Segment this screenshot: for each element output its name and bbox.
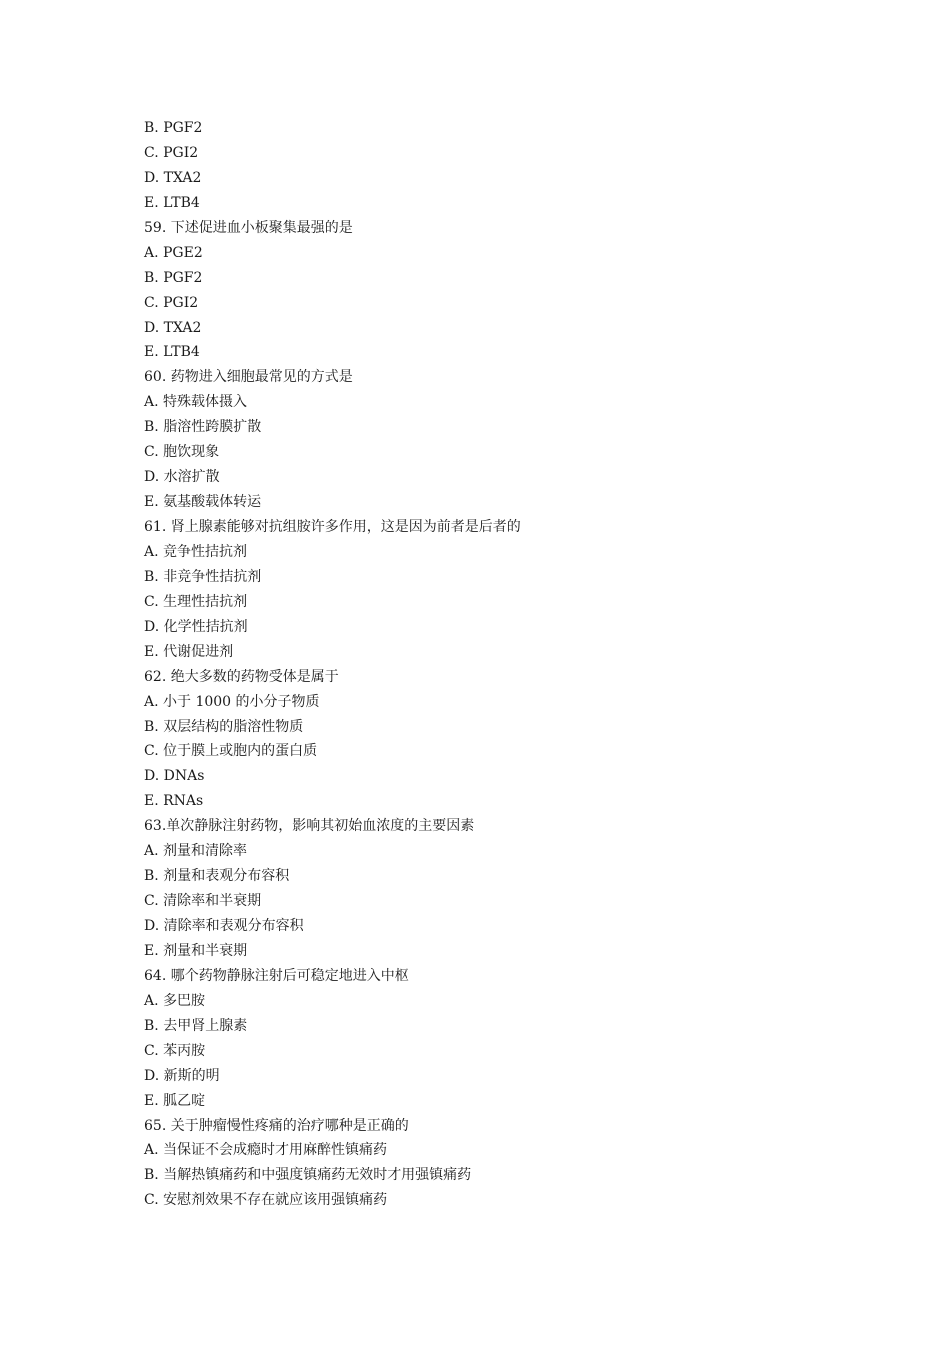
answer-option: C. PGI2 [144, 294, 199, 311]
answer-option: E. 氨基酸载体转运 [144, 494, 262, 511]
answer-option: C. 生理性拮抗剂 [144, 593, 248, 610]
answer-option: D. 清除率和表观分布容积 [144, 918, 304, 934]
question-stem: 61. 肾上腺素能够对抗组胺许多作用，这是因为前者是后者的 [144, 519, 521, 535]
answer-option: D. 新斯的明 [144, 1067, 220, 1084]
answer-option: E. RNAs [144, 793, 204, 810]
answer-option: B. 非竞争性拮抗剂 [144, 568, 262, 585]
question-stem: 62. 绝大多数的药物受体是属于 [144, 668, 339, 685]
answer-option: A. 特殊载体摄入 [144, 394, 248, 411]
answer-option: D. DNAs [144, 768, 205, 785]
answer-option: A. 竞争性拮抗剂 [144, 543, 248, 560]
answer-option: D. 水溶扩散 [144, 469, 220, 486]
answer-option: C. 安慰剂效果不存在就应该用强镇痛药 [144, 1192, 388, 1209]
answer-option: B. 剂量和表观分布容积 [144, 868, 290, 885]
answer-option: E. LTB4 [144, 194, 200, 211]
answer-option: A. PGE2 [144, 244, 203, 261]
answer-option: C. 位于膜上或胞内的蛋白质 [144, 743, 318, 760]
answer-option: B. PGF2 [144, 120, 203, 136]
answer-option: A. 当保证不会成瘾时才用麻醉性镇痛药 [144, 1142, 388, 1159]
answer-option: B. 脂溶性跨膜扩散 [144, 419, 262, 436]
answer-option: C. 苯丙胺 [144, 1042, 206, 1059]
answer-option: A. 小于 1000 的小分子物质 [144, 693, 320, 710]
question-stem: 65. 关于肿瘤慢性疼痛的治疗哪种是正确的 [144, 1117, 409, 1134]
question-stem: 64. 哪个药物静脉注射后可稳定地进入中枢 [144, 967, 409, 984]
question-stem: 63.单次静脉注射药物，影响其初始血浓度的主要因素 [144, 818, 475, 835]
answer-option: C. 胞饮现象 [144, 444, 220, 461]
answer-option: A. 剂量和清除率 [144, 843, 248, 860]
answer-option: B. PGF2 [144, 269, 203, 286]
answer-option: C. 清除率和半衰期 [144, 893, 262, 910]
answer-option: D. TXA2 [144, 319, 202, 336]
answer-option: B. 当解热镇痛药和中强度镇痛药无效时才用强镇痛药 [144, 1167, 472, 1184]
answer-option: B. 双层结构的脂溶性物质 [144, 718, 304, 735]
question-stem: 59. 下述促进血小板聚集最强的是 [144, 219, 353, 236]
answer-option: D. 化学性拮抗剂 [144, 618, 248, 635]
question-stem: 60. 药物进入细胞最常见的方式是 [144, 369, 353, 386]
answer-option: A. 多巴胺 [144, 992, 206, 1009]
answer-option: E. 胍乙啶 [144, 1092, 206, 1109]
answer-option: E. LTB4 [144, 344, 200, 361]
answer-option: C. PGI2 [144, 144, 199, 161]
answer-option: E. 代谢促进剂 [144, 643, 234, 660]
answer-option: D. TXA2 [144, 169, 202, 186]
question-text-block [144, 116, 844, 1213]
answer-option: E. 剂量和半衰期 [144, 942, 248, 959]
answer-option: B. 去甲肾上腺素 [144, 1017, 248, 1034]
